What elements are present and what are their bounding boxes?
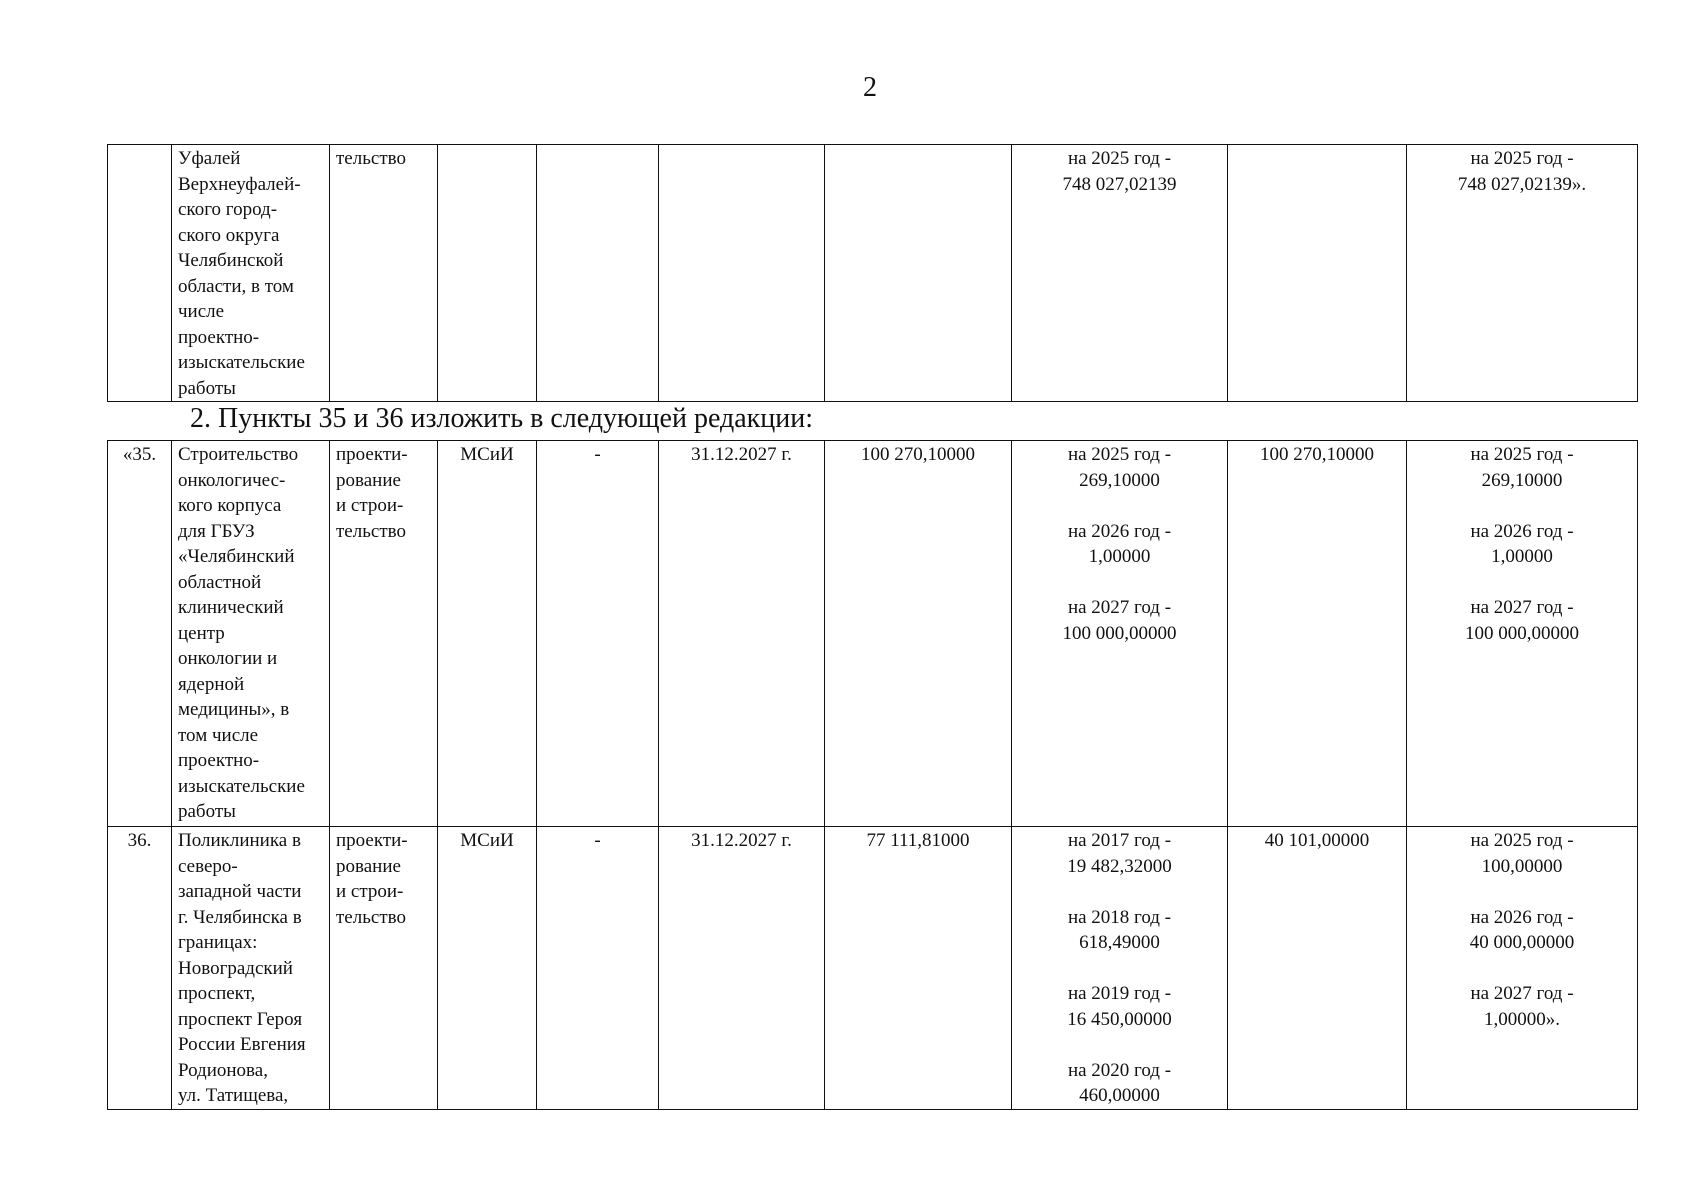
cell-customer: МСиИ <box>438 827 537 1110</box>
cell-num: 36. <box>108 827 172 1110</box>
cell-num: «35. <box>108 441 172 827</box>
cell-remaining-cost: 40 101,00000 <box>1228 827 1407 1110</box>
section-heading: 2. Пункты 35 и 36 изложить в следующей редакции: <box>190 403 814 434</box>
cell-work-type: проекти- рование и строи- тельство <box>330 827 438 1110</box>
cell-remaining-by-year: на 2025 год - 100,00000 на 2026 год - 40 000,00000 на 2027 год - 1,00000». <box>1407 827 1638 1110</box>
table-row <box>108 145 1638 402</box>
cell-customer: МСиИ <box>438 441 537 827</box>
table-fragment-top <box>107 144 1638 402</box>
table-row <box>108 441 1638 827</box>
cell-remaining-by-year: на 2025 год - 269,10000 на 2026 год - 1,00000 на 2027 год - 100 000,00000 <box>1407 441 1638 827</box>
cell-capacity <box>537 145 659 402</box>
cell-object-name: Строительство онкологичес- кого корпуса для ГБУЗ «Челябинский областной клинический центр онкологии и ядерной медицины», в том числе проектно- изыскательские работы <box>172 441 330 827</box>
table-items <box>107 440 1638 1110</box>
cell-estimated-cost: 77 111,81000 <box>825 827 1012 1110</box>
cell-estimated-cost <box>825 145 1012 402</box>
cell-capacity: - <box>537 441 659 827</box>
cell-deadline <box>659 145 825 402</box>
cell-funding-by-year: на 2025 год - 748 027,02139 <box>1012 145 1228 402</box>
cell-object-name: Уфалей Верхнеуфалей- ского город- ского округа Челябинской области, в том числе проектно- изыскательские работы <box>172 145 330 402</box>
cell-funding-by-year: на 2017 год - 19 482,32000 на 2018 год - 618,49000 на 2019 год - 16 450,00000 на 2020 год - 460,00000 <box>1012 827 1228 1110</box>
cell-num <box>108 145 172 402</box>
table-row <box>108 827 1638 1110</box>
cell-deadline: 31.12.2027 г. <box>659 827 825 1110</box>
cell-work-type: проекти- рование и строи- тельство <box>330 441 438 827</box>
cell-capacity: - <box>537 827 659 1110</box>
cell-remaining-cost <box>1228 145 1407 402</box>
cell-customer <box>438 145 537 402</box>
cell-work-type: тельство <box>330 145 438 402</box>
cell-funding-by-year: на 2025 год - 269,10000 на 2026 год - 1,00000 на 2027 год - 100 000,00000 <box>1012 441 1228 827</box>
cell-remaining-by-year: на 2025 год - 748 027,02139». <box>1407 145 1638 402</box>
page-number: 2 <box>863 72 877 103</box>
cell-estimated-cost: 100 270,10000 <box>825 441 1012 827</box>
cell-remaining-cost: 100 270,10000 <box>1228 441 1407 827</box>
cell-deadline: 31.12.2027 г. <box>659 441 825 827</box>
cell-object-name: Поликлиника в северо- западной части г. Челябинска в границах: Новоградский проспект, проспект Героя России Евгения Родионова, ул. Татищева, <box>172 827 330 1110</box>
